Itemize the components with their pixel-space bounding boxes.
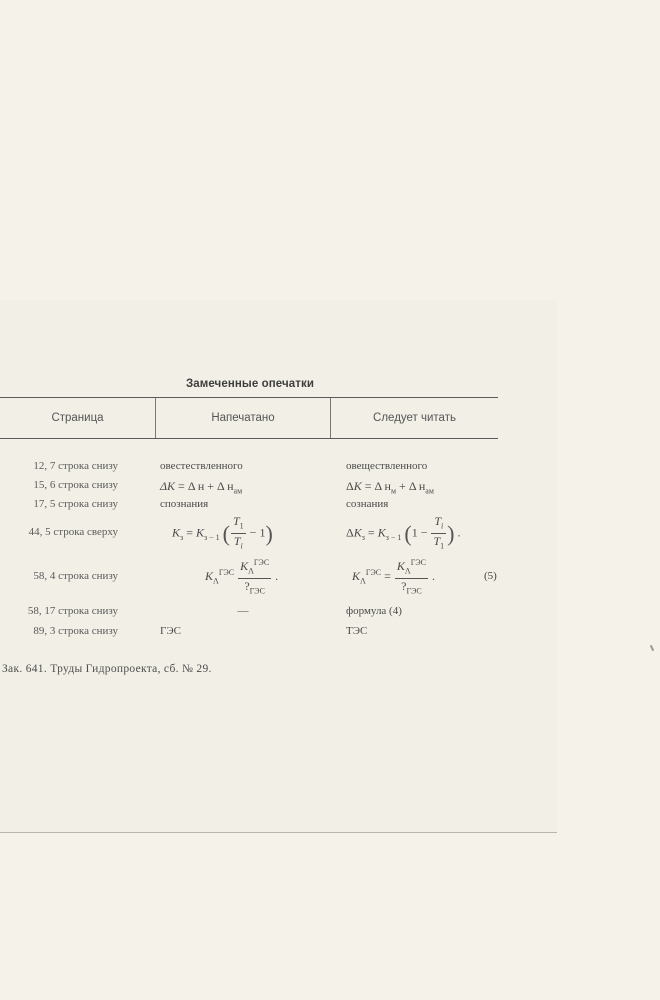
table-header-rule xyxy=(0,438,498,439)
row-printed-formula: $K_\Lambda^{ГЭС}$ $\frac{K_\Lambda^{ГЭС}}{?_{ГЭС}}$ . xyxy=(205,558,279,596)
table-top-rule xyxy=(0,397,498,398)
table-row xyxy=(0,556,520,600)
row-correct-formula: $K_\Lambda^{ГЭС}$ = $\frac{K_\Lambda^{ГЭС}}{?_{ГЭС}}$ . xyxy=(352,558,435,596)
row-correct-formula: $\Delta K_з = K_{з - 1}$ (1 − $\frac{T_i}{T_1}$ ) . xyxy=(346,514,461,551)
row-printed-formula: $K_з = K_{з - 1}$ ( $\frac{T_1}{T_i}$ − 1) xyxy=(172,514,273,551)
row-page: 44, 5 строка сверху xyxy=(28,526,118,538)
row-printed: спознания xyxy=(160,498,209,510)
page-bottom-edge xyxy=(0,832,557,833)
row-printed-formula: ΔK = Δ н + Δ $н_{ам}$ xyxy=(160,479,243,496)
row-printed: — xyxy=(237,605,249,617)
row-printed: ГЭС xyxy=(160,625,181,637)
row-correct-formula: ΔK = Δ $н_м + \Delta$ $н_{ам}$ xyxy=(346,479,434,496)
imprint-footer: Зак. 641. Труды Гидропроекта, сб. № 29. xyxy=(2,663,212,675)
row-page: 58, 4 строка снизу xyxy=(33,570,118,582)
row-page: 12, 7 строка снизу xyxy=(33,460,118,472)
row-correct: ТЭС xyxy=(346,625,368,637)
scan-speck xyxy=(650,645,654,651)
row-correct: овеществленного xyxy=(346,460,428,472)
table-row xyxy=(0,514,520,554)
header-page: Страница xyxy=(51,412,104,424)
row-page: 89, 3 строка снизу xyxy=(33,625,118,637)
row-correct: сознания xyxy=(346,498,389,510)
row-page: 58, 17 строка снизу xyxy=(27,605,118,617)
row-printed: овестествленного xyxy=(160,460,243,472)
header-printed: Напечатано xyxy=(211,412,275,424)
page-title: Замеченные опечатки xyxy=(185,378,315,390)
header-correct: Следует читать xyxy=(373,412,456,424)
equation-number: (5) xyxy=(484,570,497,582)
row-correct: формула (4) xyxy=(346,605,402,617)
row-page: 15, 6 строка снизу xyxy=(33,479,118,491)
row-page: 17, 5 строка снизу xyxy=(33,498,118,510)
